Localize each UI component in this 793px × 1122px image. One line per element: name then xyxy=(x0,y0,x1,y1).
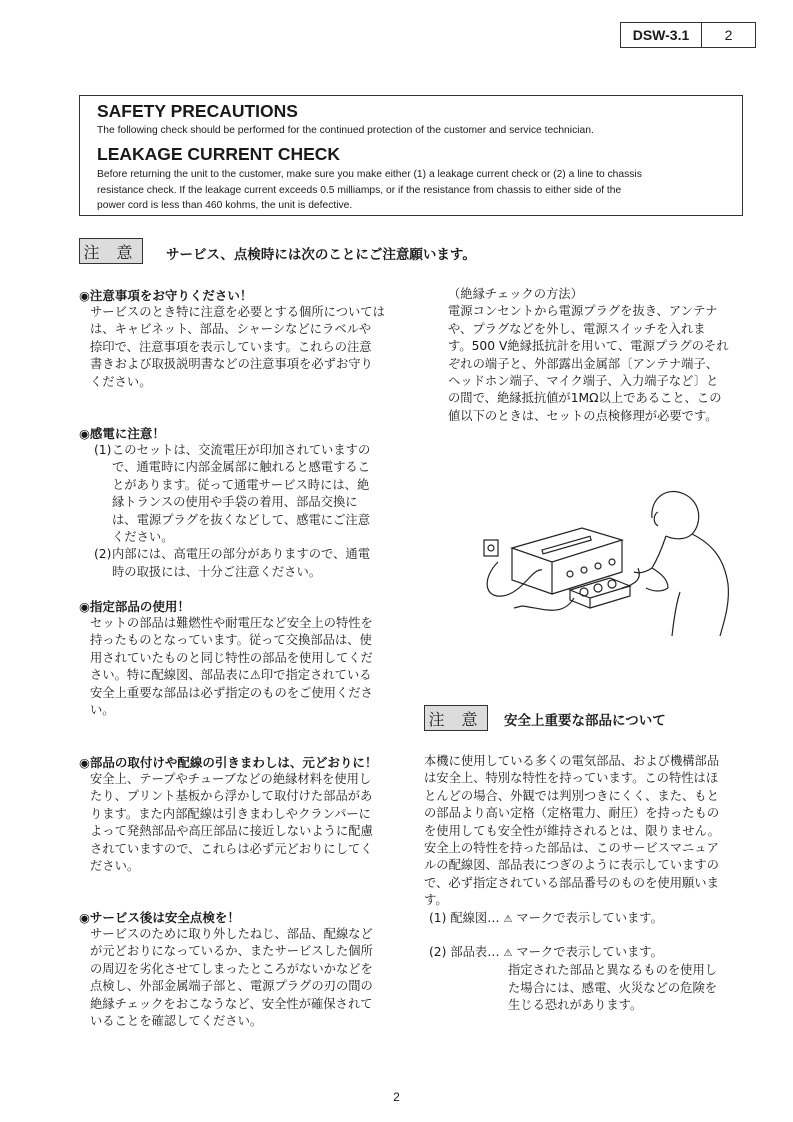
list-item xyxy=(424,910,769,928)
section-observe-notes xyxy=(79,286,409,391)
item-number: (1) xyxy=(94,443,112,457)
text-line: 電源コンセントから電源プラグを抜き、アンテナ xyxy=(448,304,718,319)
warning-icon: ⚠ xyxy=(503,913,513,925)
caution-title: サービス、点検時には次のことにご注意願います。 xyxy=(166,247,476,263)
text-line: セットの部品は難燃性や耐電圧など安全上の特性を xyxy=(90,616,373,630)
text-line: 安全上、テープやチューブなどの絶縁材料を使用し xyxy=(90,772,372,786)
section-heading: ◉注意事項をお守りください！ xyxy=(79,288,253,303)
section-heading: （絶縁チェックの方法） xyxy=(448,287,583,301)
text-line: は、キャビネット、部品、シャーシなどにラベルや xyxy=(90,322,372,337)
leakage-line: resistance check. If the leakage current exceeds 0.5 milliamps, or if the resistance from chassis to either side of the xyxy=(97,184,622,196)
text-line: い。 xyxy=(90,703,115,718)
section-heading: ◉部品の取付けや配線の引きまわしは、元どおりに！ xyxy=(79,755,378,770)
wall-outlet-icon xyxy=(484,540,498,556)
text-line: の周辺を劣化させてしまったところがないかなどを xyxy=(90,961,373,976)
item-label: (1) 配線図… xyxy=(429,910,500,925)
item-number: (2) xyxy=(94,547,112,562)
text-line: や、プラグなどを外し、電源スイッチを入れま xyxy=(448,321,706,336)
leakage-line: Before returning the unit to the customer, make sure you make either (1) a leakage current check or (2) a line to chassis xyxy=(97,169,642,180)
header-page-number: 2 xyxy=(724,27,733,43)
text-line: 書きおよび取扱説明書などの注意事項を必ずお守り xyxy=(90,357,373,372)
text-line: が元どおりになっているか、またサービスした個所 xyxy=(90,944,373,959)
text-line: サービスのとき特に注意を必要とする個所については xyxy=(90,305,385,319)
text-line: 時の取扱には、十分ご注意ください。 xyxy=(112,564,322,579)
text-line: いることを確認してください。 xyxy=(90,1014,263,1029)
text-line: たり、プリント基板から浮かして取付けた部品があ xyxy=(90,789,373,804)
text-line: の部品より高い定格（定格電力、耐圧）を持ったもの xyxy=(424,806,720,821)
text-line: ぞれの端子と、外部露出金属部〔アンテナ端子、 xyxy=(448,356,719,371)
footer-page-number: 2 xyxy=(393,1090,400,1104)
text-line: 本機に使用している多くの電気部品、および機構部品 xyxy=(424,754,720,768)
insulation-test-illustration xyxy=(462,488,774,638)
text-line: 内部には、高電圧の部分がありますので、通電 xyxy=(112,547,370,562)
item-text: マークで表示しています。 xyxy=(516,945,663,960)
text-line: た場合には、感電、火災などの危険を xyxy=(508,980,718,995)
warning-icon: ⚠ xyxy=(503,948,513,960)
leakage-title: LEAKAGE CURRENT CHECK xyxy=(97,144,341,164)
safety-title: SAFETY PRECAUTIONS xyxy=(97,101,298,121)
section-heading: ◉感電に注意！ xyxy=(79,426,165,441)
section-body xyxy=(79,442,409,581)
text-line: ください。 xyxy=(112,530,174,545)
numbered-item xyxy=(94,546,409,581)
text-line: 捺印で、注意事項を表示しています。これらの注意 xyxy=(90,339,372,354)
caution-title: 安全上重要な部品について xyxy=(504,713,666,729)
header-box xyxy=(620,22,756,48)
text-line: サービスのために取り外したねじ、部品、配線など xyxy=(90,927,373,941)
text-line: されていますので、これらは必ず元どおりにしてく xyxy=(90,841,373,856)
section-heading: ◉指定部品の使用！ xyxy=(79,599,190,614)
section-body xyxy=(79,615,409,719)
list-item xyxy=(424,944,769,962)
section-specified-parts xyxy=(79,597,409,719)
text-line: とんどの場合、外観では判別つきにくく、また、もと xyxy=(424,788,719,803)
text-line: さい。特に配線図、部品表に⚠印で指定されている xyxy=(90,668,372,683)
caution-tag: 注 意 xyxy=(79,238,143,264)
safety-box xyxy=(79,95,743,216)
section-body xyxy=(79,304,409,391)
section-body xyxy=(424,753,769,910)
leakage-line: power cord is less than 460 kohms, the unit is defective. xyxy=(97,200,353,211)
text-line: ルの配線図、部品表につぎのように表示していますの xyxy=(424,858,719,873)
section-safety-check xyxy=(79,908,409,1030)
text-line: 生じる恐れがあります。 xyxy=(508,998,643,1013)
section-insulation-check xyxy=(448,286,778,425)
model-number: DSW-3.1 xyxy=(621,23,702,47)
item-detail xyxy=(424,962,769,1014)
text-line: ります。また内部配線は引きまわしやクランパーに xyxy=(90,806,371,821)
item-label: (2) 部品表… xyxy=(429,945,500,960)
text-line: 値以下のときは、セットの点検修理が必要です。 xyxy=(448,408,718,423)
safety-intro: The following check should be performed for the continued protection of the customer and service technician. xyxy=(97,125,594,136)
text-line: ださい。 xyxy=(90,859,140,874)
text-line: の間で、絶縁抵抗値が1MΩ以上であること、この xyxy=(448,391,722,406)
item-text: マークで表示しています。 xyxy=(516,910,663,925)
text-line: す。500 V絶縁抵抗計を用いて、電源プラグのそれ xyxy=(448,339,729,354)
text-line: 指定された部品と異なるものを使用し xyxy=(508,963,718,978)
text-line: は安全上、特別な特性を持っています。この特性はほ xyxy=(424,771,719,786)
text-line: ください。 xyxy=(90,374,152,389)
text-line: 縁トランスの使用や手袋の着用、部品交換に xyxy=(112,495,358,510)
text-line: 用されていたものと同じ特性の部品を使用してくだ xyxy=(90,650,373,665)
text-line: は、電源プラグを抜くなどして、感電にご注意 xyxy=(112,512,370,527)
leakage-text xyxy=(97,167,727,214)
section-electric-shock xyxy=(79,424,409,581)
section-body xyxy=(79,771,409,875)
section-important-parts xyxy=(424,753,769,1015)
text-line: 安全上の特性を持った部品は、このサービスマニュア xyxy=(424,841,719,856)
text-line: 点検し、外部金属端子部と、電源プラグの刃の間の xyxy=(90,979,373,994)
meter-icon xyxy=(570,578,630,598)
text-line: 安全上重要な部品は必ず指定のものをご使用くださ xyxy=(90,685,373,700)
text-line: で、通電時に内部金属部に触れると感電するこ xyxy=(112,460,370,475)
section-body xyxy=(448,303,778,425)
text-line: とがあります。従って通電サービス時には、絶 xyxy=(112,477,370,492)
technician-icon xyxy=(652,491,699,538)
text-line: よって発熱部品や高圧部品に接近しないように配慮 xyxy=(90,824,373,839)
section-heading: ◉サービス後は安全点検を！ xyxy=(79,910,240,925)
section-restore-wiring xyxy=(79,753,409,875)
text-line: 絶縁チェックをおこなうなど、安全性が確保されて xyxy=(90,996,373,1011)
device-icon xyxy=(512,528,622,562)
numbered-item xyxy=(94,442,409,546)
text-line: す。 xyxy=(424,893,448,908)
text-line: で、必ず指定されている部品番号のものを使用願いま xyxy=(424,875,719,890)
text-line: を使用しても安全性が維持されるとは、限りません。 xyxy=(424,823,720,838)
text-line: ヘッドホン端子、マイク端子、入力端子など〕と xyxy=(448,374,719,389)
section-body xyxy=(79,926,409,1030)
text-line: 持ったものとなっています。従って交換部品は、使 xyxy=(90,633,372,648)
caution-tag: 注 意 xyxy=(424,705,488,731)
text-line: このセットは、交流電圧が印加されていますの xyxy=(112,443,371,457)
